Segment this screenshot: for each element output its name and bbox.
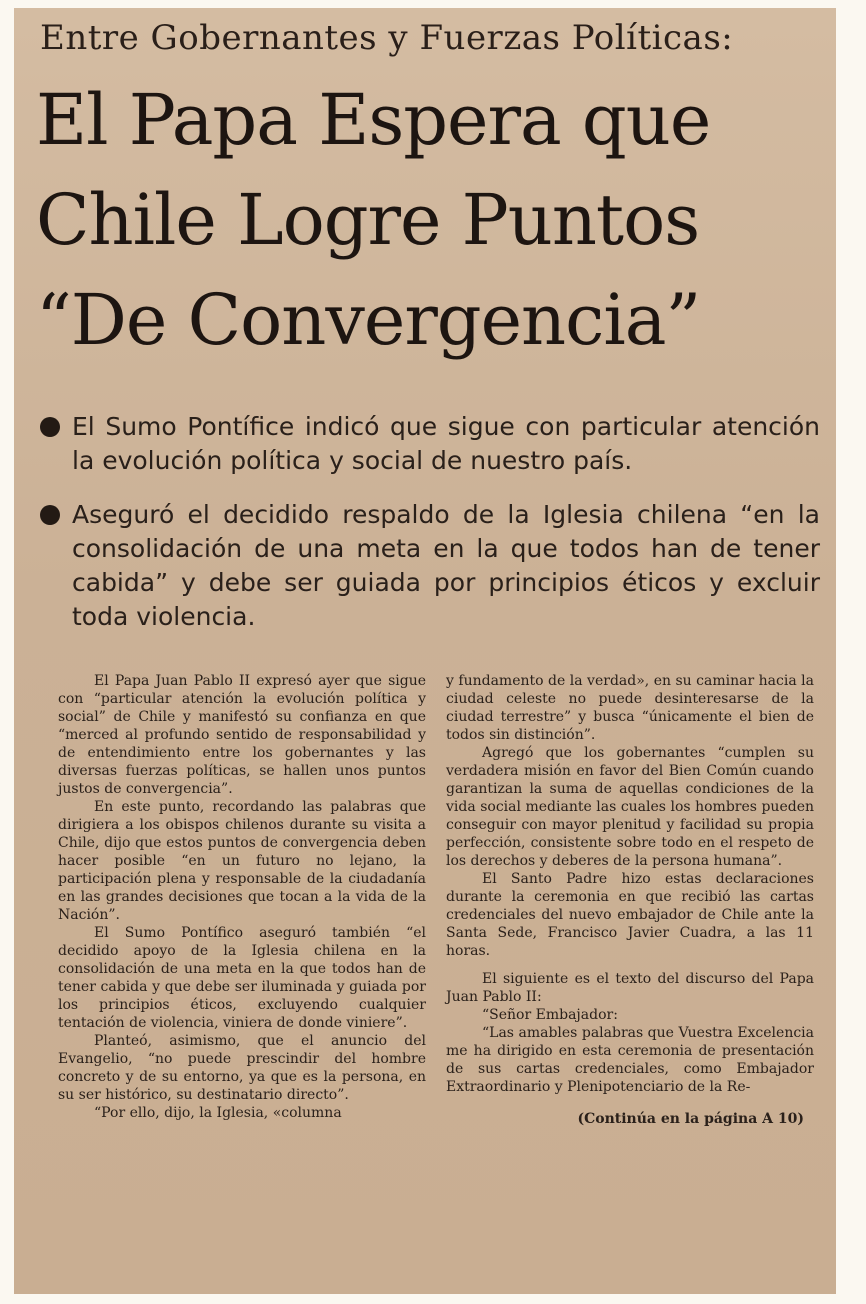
paragraph: El Papa Juan Pablo II expresó ayer que sigue con “particular atención la evolución política y social” de Chile y manifestó su confianza en que “merced al profundo sentido de responsabilidad y de entendimiento entre los gobernantes y las diversas fuerzas políticas, se hallen unos puntos justos de convergencia”.	[58, 673, 426, 797]
paragraph: “Las amables palabras que Vuestra Excelencia me ha dirigido en esta ceremonia de presentación de sus cartas credenciales, como Embajador Extraordinario y Plenipotenciario de la Re-	[446, 1025, 814, 1095]
paragraph: y fundamento de la verdad», en su caminar hacia la ciudad celeste no puede desinteresarse de la ciudad terrestre” y busca “únicamente el bien de todos sin distinción”.	[446, 673, 814, 743]
headline-line: Chile Logre Puntos	[36, 179, 700, 261]
paragraph: El Sumo Pontífico aseguró también “el decidido apoyo de la Iglesia chilena en la consolidación de una meta en la que todos han de tener cabida y que debe ser iluminada y guiada por los principios éticos, excluyendo cualquier tentación de violencia, viniera de donde viniere”.	[58, 925, 426, 1031]
summary-bullet	[40, 410, 820, 478]
summary-bullet	[40, 498, 820, 634]
body-columns	[58, 672, 814, 1128]
paragraph: En este punto, recordando las palabras que dirigiera a los obispos chilenos durante su visita a Chile, dijo que estos puntos de convergencia deben hacer posible “en un futuro no lejano, la participación plena y responsable de la ciudadanía en las grandes decisiones que tocan a la vida de la Nación”.	[58, 799, 426, 923]
summary-bullets	[40, 410, 820, 654]
headline-line: El Papa Espera que	[36, 79, 711, 161]
headline-line: “De Convergencia”	[36, 279, 701, 361]
paragraph: El Santo Padre hizo estas declaraciones durante la ceremonia en que recibió las cartas credenciales del nuevo embajador de Chile ante la Santa Sede, Francisco Javier Cuadra, a las 11 horas.	[446, 871, 814, 959]
paragraph: “Por ello, dijo, la Iglesia, «columna	[94, 1105, 342, 1121]
continued-note: (Continúa en la página A 10)	[577, 1111, 804, 1127]
bullet-dot-icon	[40, 505, 60, 525]
paragraph: El siguiente es el texto del discurso del Papa Juan Pablo II:	[446, 971, 814, 1005]
paragraph: Agregó que los gobernantes “cumplen su verdadera misión en favor del Bien Común cuando garantizan la suma de aquellas condiciones de la vida social mediante las cuales los hombres pueden conseguir con mayor plenitud y facilidad su propia perfección, consistente sobre todo en el respeto de los derechos y deberes de la persona humana”.	[446, 745, 814, 869]
column-right	[446, 672, 814, 1128]
bullet-dot-icon	[40, 417, 60, 437]
newspaper-clipping	[14, 8, 836, 1294]
bullet-text: Aseguró el decidido respaldo de la Iglesia chilena “en la consolidación de una meta en la que todos han de tener cabida” y debe ser guiada por principios éticos y excluir toda violencia.	[72, 500, 820, 631]
headline	[36, 70, 826, 370]
paragraph: Planteó, asimismo, que el anuncio del Evangelio, “no puede prescindir del hombre concreto y de su entorno, ya que es la persona, en su ser histórico, su destinatario directo”.	[58, 1033, 426, 1103]
kicker: Entre Gobernantes y Fuerzas Políticas:	[40, 18, 734, 58]
paragraph: “Señor Embajador:	[482, 1007, 618, 1023]
bullet-text: El Sumo Pontífice indicó que sigue con particular atención la evolución política y social de nuestro país.	[72, 412, 820, 475]
column-left	[58, 672, 426, 1128]
